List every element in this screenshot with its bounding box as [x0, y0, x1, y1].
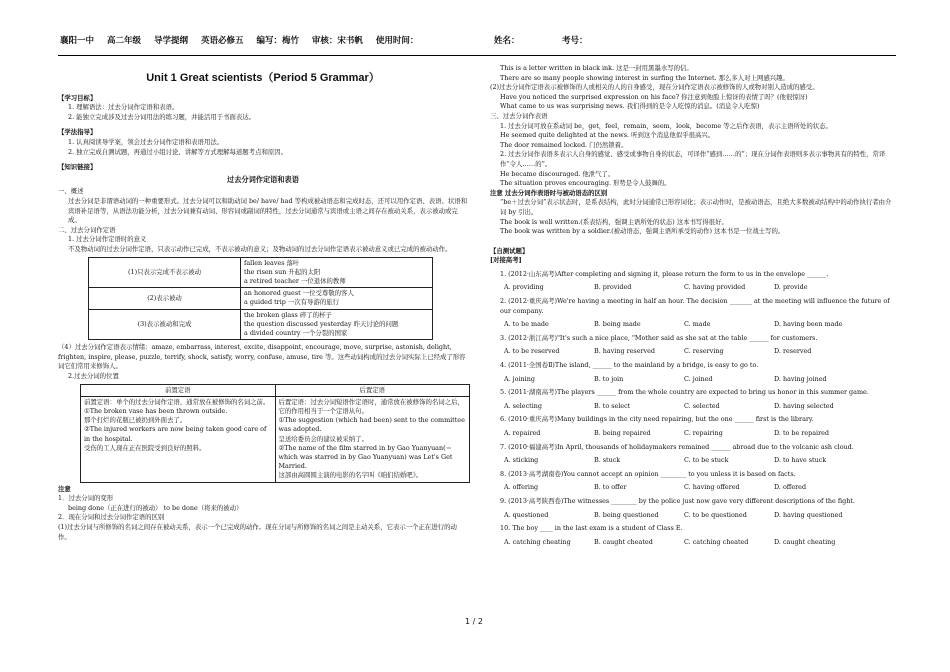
table-cell	[241, 257, 433, 288]
grade: 高二年级	[106, 36, 141, 46]
table-row	[81, 396, 470, 482]
cell-line: 后置定语：过去分词短语作定语时，通常放在被修饰的名词之后，它的作用相当于一个定语从句。	[278, 397, 464, 415]
page-number: 1 / 2	[465, 617, 483, 626]
answer-option: A. joining	[504, 374, 535, 383]
cell-line: ②The name of the film starred in by Gao Yuanyuan(＝which was starred in by Gao Yuanyuan) was Let's Get Married.	[278, 443, 453, 471]
example: What came to us was surprising news. 我们得到的是令人吃惊的消息。(消息令人吃惊)	[500, 102, 760, 111]
subject: 英语必修五	[200, 36, 244, 46]
example: He seemed quite delighted at the news. 听到这个消息他似乎很高兴。	[500, 131, 715, 140]
answer-option: B. stuck	[594, 456, 621, 465]
example: Have you noticed the surprised expression on his face? 你注意到他脸上惊讶的表情了吗？(他很惊讶)	[500, 92, 808, 101]
use-time: 使用时间：	[375, 36, 419, 46]
answer-option: C. joined	[684, 374, 713, 383]
table-cell	[275, 396, 470, 482]
example: There are so many people showing interest in surfing the Internet. 那么多人对上网感兴趣。	[500, 73, 789, 82]
answer-options	[490, 483, 895, 493]
answer-option: B. having reserved	[594, 347, 656, 356]
question-item: 7. (2010·福建高考)In April, thousands of holidaymakers remained ______ abroad due to the volcanic ash cloud.	[500, 442, 854, 451]
answer-options	[490, 283, 895, 293]
table-cell	[81, 396, 276, 482]
answer-option: C. to be questioned	[684, 510, 747, 519]
participle-position-table	[80, 384, 470, 483]
answer-option: C. made	[684, 320, 711, 329]
note-item: 1．过去分词的变形	[58, 494, 114, 503]
example: a guided trip 一次有导游的旅行	[244, 298, 340, 307]
answer-option: C. to be stuck	[684, 456, 729, 465]
cell-line: 这部由高圆圆主演的电影的名字叫《咱们结婚吧》。	[278, 471, 423, 480]
example: the question discussed yesterday 昨天讨论的问题	[244, 319, 399, 328]
section-heading: 三、过去分词作表语	[490, 111, 548, 120]
table-cell: (3)表示被动和完成	[89, 309, 241, 340]
table-row	[89, 288, 433, 309]
school: 襄阳一中	[60, 36, 95, 46]
table-row	[89, 257, 433, 288]
example: the broken glass 碎了的杯子	[244, 310, 332, 319]
subsection-heading: 2.过去分词的位置	[68, 371, 119, 380]
cell-line: 那个打烂的花瓶已被扔到外面去了。	[84, 416, 187, 425]
paragraph: 2. 过去分词作表语多表示人自身的感觉、感受或事物自身的状态，可译作“感到……的”；现在分词作表语则多表示事物具有的特性，常译作“令人……的”。	[500, 150, 886, 168]
answer-option: B. being questioned	[594, 510, 659, 519]
answer-option: C. reserving	[684, 347, 724, 356]
paragraph: “be＋过去分词”表示状态时，是系表结构，此时分词通常已形容词化；表示动作时，是被动语态，且绝大多数被动结构中的动作执行者由介词 by 引出。	[500, 198, 892, 216]
answer-option: A. questioned	[504, 510, 549, 519]
answer-option: B. to join	[594, 374, 624, 383]
test-heading: 【自测试题】	[490, 246, 529, 255]
paragraph: (2)过去分词作定语表示被修饰的人或相关的人的自身感受，现在分词作定语表示被修饰的人或物对别人造成的感受。	[490, 83, 819, 92]
example: The door remained locked. 门仍然锁着。	[500, 140, 628, 149]
test-subheading: [对接高考]	[490, 256, 522, 265]
answer-options	[490, 375, 895, 385]
question-list	[490, 270, 895, 547]
example: a divided country 一个分裂的国家	[244, 328, 348, 337]
column-header: 前置定语	[81, 384, 276, 396]
example: the risen sun 升起的太阳	[244, 267, 321, 276]
example: This is a letter written in black ink. 这是一封用黑墨水写的信。	[500, 64, 693, 72]
exam-number-field: 考号：	[562, 36, 588, 46]
header-rule	[58, 55, 896, 56]
answer-option: B. provided	[594, 283, 632, 292]
question-item: 8. (2013·高考湖南卷)You cannot accept an opinion ________ to you unless it is based on facts.	[500, 469, 796, 478]
paragraph: 过去分词是非谓语动词的一种重要形式。过去分词可以和助动词 be/ have/ had 等构成被动语态和完成时态，还可以用作定语、表语、状语和宾语补足语等，从语法功能分析，过去分词兼有动词、形容词或副词的特性，过去分词通常与宾语或主语之间存在被动关系，表示被动或完成。	[68, 196, 468, 225]
answer-option: A. to be made	[504, 320, 549, 329]
answer-options	[490, 320, 895, 330]
answer-option: D. provide	[774, 283, 808, 292]
answer-option: C. catching cheated	[684, 537, 749, 546]
table-cell: (1)只表示完成不表示被动	[89, 257, 241, 288]
answer-option: D. having selected	[774, 401, 834, 410]
answer-option: C. repairing	[684, 429, 723, 437]
answer-option: B. caught cheated	[594, 537, 653, 546]
name-field: 姓名：	[494, 36, 520, 46]
answer-option: A. providing	[504, 283, 544, 292]
subsection-heading: 1. 过去分词作定语时的意义	[68, 235, 147, 244]
question-item: 9. (2013·高考陕西卷)The witnesses ________ by the police just now gave very different descriptions of the fight.	[500, 496, 855, 505]
section-subtitle: 过去分词作定语和表语	[227, 174, 299, 184]
question-item: 5. (2011·湖南高考)The players ______ from the whole country are expected to bring us honor in this summer game.	[500, 388, 869, 397]
note-heading: 注意 过去分词作表语时与被动语态的区别	[490, 188, 608, 197]
guide-item: 1. 认真阅读导学案，领会过去分词作定语和表语用法。	[68, 137, 224, 146]
cell-line: ①The broken vase has been thrown outside.	[84, 406, 228, 415]
left-column	[58, 64, 468, 542]
note-heading: 注意	[58, 484, 71, 493]
question-item: 6. (2010·重庆高考)Many buildings in the city need repairing, but the one ______ first is the library.	[500, 415, 814, 424]
example: an honored guest 一位受尊敬的客人	[244, 289, 354, 298]
example: The situation proves encouraging. 形势是令人鼓舞的。	[500, 179, 671, 188]
example: The book was written by a soldier.(被动语态，强调主语所承受的动作) 这本书是一位战士写的。	[500, 227, 785, 236]
answer-option: B. being repaired	[594, 429, 651, 437]
column-header: 后置定语	[275, 384, 470, 396]
answer-option: D. caught cheating	[774, 537, 836, 546]
knowledge-heading: 【知识链接】	[58, 163, 97, 172]
example: a retired teacher 一位退休的教师	[244, 276, 346, 285]
question-item: 10. The boy ____ in the last exam is a student of Class E.	[500, 524, 683, 533]
answer-option: D. having been made	[774, 320, 843, 329]
paragraph: 1. 过去分词可放在系动词 be，get，feel，remain，seem，look，become 等之后作表语，表示主语所处的状态。	[500, 121, 832, 130]
answer-option: A. sticking	[504, 456, 539, 465]
guide-heading: 【学法指导】	[58, 128, 97, 137]
participle-meaning-table	[88, 257, 433, 341]
answer-option: D. reserved	[774, 347, 812, 356]
example: The book is well written.(系表结构，强调主语所处的状态) 这本书写得很好。	[500, 217, 728, 226]
answer-options	[490, 429, 895, 439]
answer-option: C. selected	[684, 401, 720, 410]
answer-option: D. offered	[774, 483, 807, 492]
answer-options	[490, 511, 895, 521]
goals-heading: 【学习目标】	[58, 93, 97, 102]
question-item: 2. (2012·重庆高考)We're having a meeting in half an hour. The decision _______ at the meeting will influence the future of our company.	[500, 297, 890, 315]
cell-line: 受伤的工人现在正在医院受到良好的照料。	[84, 443, 206, 452]
guide-item: 2. 独立完成自测试题，再通过小组讨论、讲解等方式理解每道题考点和原因。	[68, 147, 288, 156]
answer-options	[490, 456, 895, 466]
table-header-row	[81, 384, 470, 396]
goal-item: 1. 理解语法：过去分词作定语和表语。	[68, 103, 179, 112]
paragraph: 不及物动词的过去分词作定语，只表示动作已完成，不表示被动的意义；及物动词的过去分词作定语表示被动意义或已完成的被动动作。	[68, 244, 452, 253]
right-column	[490, 64, 895, 547]
page-header	[60, 34, 588, 46]
answer-option: A. selecting	[504, 401, 542, 410]
answer-options	[490, 538, 895, 548]
section-heading: 一、概述	[58, 187, 84, 196]
answer-option: C. having provided	[684, 283, 746, 292]
answer-option: A. to be reserved	[504, 347, 560, 356]
page-title: Unit 1 Great scientists（Period 5 Grammar）	[146, 72, 380, 84]
question-item: 1. (2012·山东高考)After completing and signing it, please return the form to us in the envelope ______.	[500, 269, 829, 278]
answer-option: D. to be repaired	[774, 429, 830, 437]
example: He became discouraged. 他泄气了。	[500, 169, 615, 178]
cell-line: 前置定语：单个的过去分词作定语，通常放在被修饰的名词之前。	[84, 397, 270, 406]
note-text: being done（正在进行的被动） to be done（将来的被动）	[68, 503, 243, 512]
note-item: 2．现在分词和过去分词作定语的区别	[58, 513, 165, 522]
cell-line: 呈送给委员会的建议被采纳了。	[278, 434, 368, 443]
example: fallen leaves 落叶	[244, 258, 300, 267]
answer-option: D. having questioned	[774, 510, 843, 519]
cell-line: ①The suggestion (which had been) sent to the committee was adopted.	[278, 416, 465, 434]
answer-option: D. to have stuck	[774, 456, 827, 465]
table-cell	[241, 288, 433, 309]
reviewer: 审核：宋书帆	[311, 36, 363, 46]
table-cell: (2)表示被动	[89, 288, 241, 309]
answer-option: A. offering	[504, 483, 539, 492]
doc-type: 导学提纲	[153, 36, 188, 46]
editor: 编写：梅竹	[256, 36, 299, 46]
answer-option: C. having offered	[684, 483, 740, 492]
answer-options	[490, 347, 895, 357]
answer-options	[490, 402, 895, 412]
answer-option: A. catching cheating	[504, 537, 571, 546]
section-heading: 二、过去分词作定语	[58, 225, 116, 234]
answer-option: B. being made	[594, 320, 641, 329]
question-item: 4. (2011·全国卷Ⅱ)The island, ______ to the mainland by a bridge, is easy to go to.	[500, 361, 759, 370]
goal-item: 2. 能独立完成涉及过去分词用法的练习题，并能活用于书面表达。	[68, 112, 256, 121]
cell-line: ②The injured workers are now being taken good care of in the hospital.	[84, 425, 267, 443]
answer-option: D. having joined	[774, 374, 827, 383]
answer-option: A. repaired	[504, 429, 541, 437]
question-item: 3. (2012·浙江高考)"It's such a nice place, "Mother said as she sat at the table ______ for customers.	[500, 333, 818, 342]
answer-option: B. to offer	[594, 483, 627, 492]
note-text: (1)过去分词与所修饰的名词之间存在被动关系，表示一个已完成的动作。现在分词与所修饰的名词之间是主动关系，它表示一个正在进行的动作。	[58, 522, 457, 541]
paragraph: （4）过去分词作定语表示情绪：amaze, embarrass, interest, excite, disappoint, encourage, move, surprise, astonish, delight, frighten, inspire, please, puzzle, terrify, shock, satisfy, worry, confuse, amuse, tire 等。这些动词构成的过去分词实际上已经成了形容词它们常用来修饰人。	[58, 343, 466, 371]
answer-option: B. to select	[594, 401, 631, 410]
table-cell	[241, 309, 433, 340]
table-row	[89, 309, 433, 340]
